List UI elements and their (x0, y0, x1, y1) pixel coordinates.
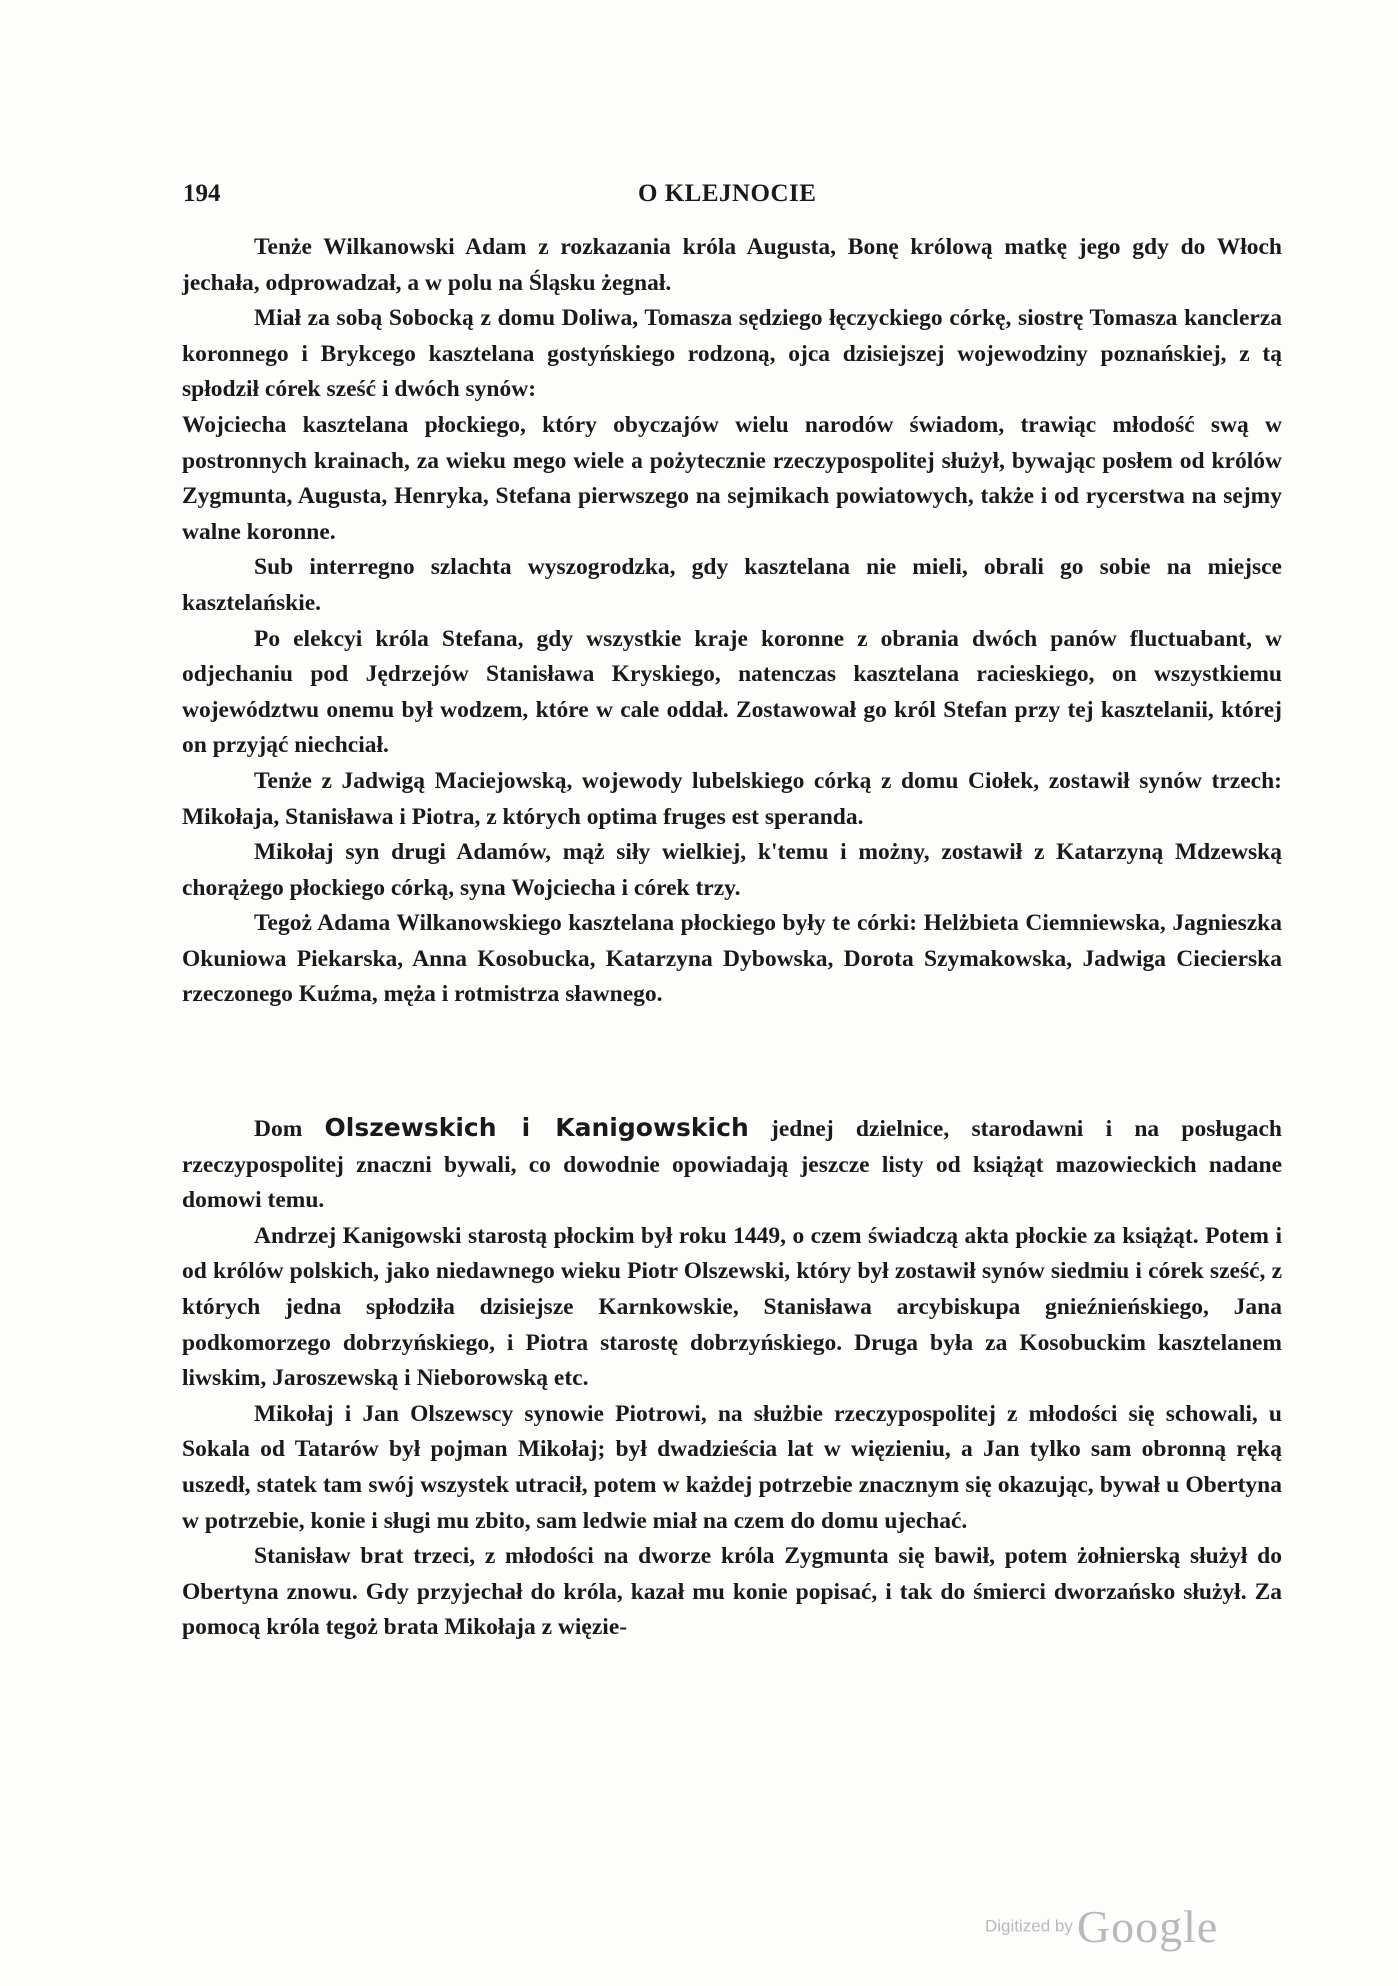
section-wilkanowski (182, 230, 1282, 1013)
section-olszewskich (182, 1110, 1282, 1646)
paragraph: Stanisław brat trzeci, z młodości na dworze króla Zygmunta się bawił, potem żołnierską służył do Obertyna znowu. Gdy przyjechał do króla, kazał mu konie popisać, i tak do śmierci dworzańsko służył. Za pomocą króla tegoż brata Mikołaja z więzie- (182, 1543, 1282, 1641)
watermark-prefix: Digitized by (985, 1916, 1073, 1936)
lead-word: Dom (254, 1116, 303, 1142)
paragraph: Mikołaj i Jan Olszewscy synowie Piotrowi, na służbie rzeczypospolitej z młodości się schowali, u Sokala od Tatarów był pojman Mikołaj; był dwadzieścia lat w więzieniu, a Jan tylko sam obronną ręką uszedł, statek tam swój wszystek utracił, potem w każdej potrzebie znacznym się okazując, bywał u Obertyna w potrzebie, konie i sługi mu zbito, sam ledwie miał na czem do domu ujechać. (182, 1400, 1282, 1534)
section-lead-paragraph (182, 1110, 1282, 1219)
paragraph: Sub interregno szlachta wyszogrodzka, gdy kasztelana nie mieli, obrali go sobie na miejsce kasztelańskie. (182, 554, 1282, 616)
google-logo: Google (1076, 1901, 1219, 1952)
paragraph: Tenże z Jadwigą Maciejowską, wojewody lubelskiego córką z domu Ciołek, zostawił synów trzech: Mikołaja, Stanisława i Piotra, z których optima fruges est speranda. (182, 767, 1282, 830)
family-heading: Olszewskich i Kanigowskich (324, 1113, 749, 1142)
page-number: 194 (183, 180, 221, 207)
paragraph: Mikołaj syn drugi Adamów, mąż siły wielkiej, k'temu i możny, zostawił z Katarzyną Mdzewską chorążego płockiego córką, syna Wojciecha i córek trzy. (182, 839, 1282, 901)
digitized-by-google-watermark (985, 1900, 1218, 1950)
running-head (183, 180, 1283, 220)
running-title: O KLEJNOCIE (638, 180, 817, 207)
lead-rest: jednej dzielnice, starodawni i na posługach rzeczypospolitej znaczni bywali, co dowodnie opowiadają jeszcze listy od książąt mazowieckich nadane domowi temu. (182, 1116, 1282, 1214)
paragraph: Po elekcyi króla Stefana, gdy wszystkie kraje koronne z obrania dwóch panów fluctuabant, w odjechaniu pod Jędrzejów Stanisława Kryskiego, natenczas kasztelana racieskiego, on wszystkiemu województwu onemu był wodzem, które w cale oddał. Zostawował go król Stefan przy tej kasztelanii, której on przyjąć niechciał. (182, 625, 1282, 759)
paragraph: Tenże Wilkanowski Adam z rozkazania króla Augusta, Bonę królową matkę jego gdy do Włoch jechała, odprowadzał, a w polu na Śląsku żegnał. (182, 234, 1282, 296)
paragraph: Miał za sobą Sobocką z domu Doliwa, Tomasza sędziego łęczyckiego córkę, siostrę Tomasza kanclerza koronnego i Brykcego kasztelana gostyńskiego rodzoną, ojca dzisiejszej wojewodziny poznańskiej, z tą spłodził córek sześć i dwóch synów: (182, 305, 1282, 403)
paragraph: Wojciecha kasztelana płockiego, który obyczajów wielu narodów świadom, trawiąc młodość swą w postronnych krainach, za wieku mego wiele a pożytecznie rzeczypospolitej służył, bywając posłem od królów Zygmunta, Augusta, Henryka, Stefana pierwszego na sejmikach powiatowych, także i od rycerstwa na sejmy walne koronne. (182, 411, 1282, 545)
paragraph: Tegoż Adama Wilkanowskiego kasztelana płockiego były te córki: Helżbieta Ciemniewska, Jagnieszka Okuniowa Piekarska, Anna Kosobucka, Katarzyna Dybowska, Dorota Szymakowska, Jadwiga Ciecierska rzeczonego Kuźma, męża i rotmistrza sławnego. (182, 910, 1282, 1008)
paragraph: Andrzej Kanigowski starostą płockim był roku 1449, o czem świadczą akta płockie za książąt. Potem i od królów polskich, jako niedawnego wieku Piotr Olszewski, który był zostawił synów siedmiu i córek sześć, z których jedna spłodziła dzisiejsze Karnkowskie, Stanisława arcybiskupa gnieźnieńskiego, Jana podkomorzego dobrzyńskiego, i Piotra starostę dobrzyńskiego. Druga była za Kosobuckim kasztelanem liwskim, Jaroszewską i Nieborowską etc. (182, 1222, 1282, 1392)
